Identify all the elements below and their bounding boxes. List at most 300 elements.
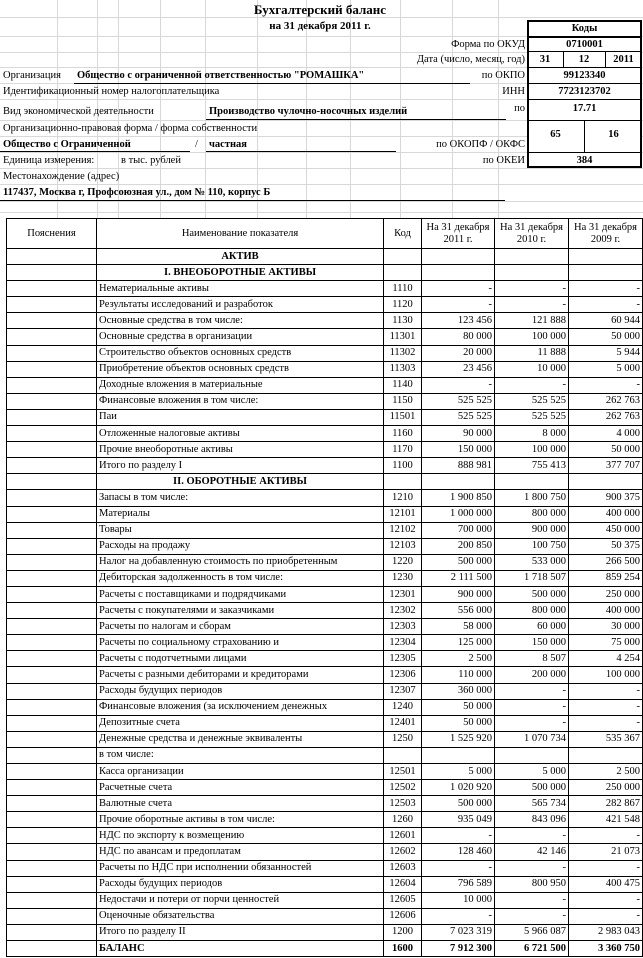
value-2010: - bbox=[495, 860, 569, 876]
value-2010: 200 000 bbox=[495, 667, 569, 683]
indicator-name: Расчеты с покупателями и заказчиками bbox=[97, 603, 384, 619]
value-2010: 800 000 bbox=[495, 506, 569, 522]
value-2009: 2 500 bbox=[569, 764, 643, 780]
value-2009: 400 000 bbox=[569, 506, 643, 522]
value-2010: 500 000 bbox=[495, 586, 569, 602]
code-cell: 12103 bbox=[384, 538, 422, 554]
table-row bbox=[7, 329, 643, 345]
value-2011: 360 000 bbox=[422, 683, 495, 699]
value-2009: 266 500 bbox=[569, 554, 643, 570]
value-2009 bbox=[569, 265, 643, 281]
notes-cell bbox=[7, 731, 97, 747]
value-2011: 796 589 bbox=[422, 876, 495, 892]
table-row bbox=[7, 538, 643, 554]
value-2010: - bbox=[495, 715, 569, 731]
legal-form-label: Организационно-правовая форма / форма собственности bbox=[3, 123, 258, 134]
notes-cell bbox=[7, 683, 97, 699]
indicator-name: Прочие оборотные активы в том числе: bbox=[97, 812, 384, 828]
notes-cell bbox=[7, 892, 97, 908]
code-cell: 1240 bbox=[384, 699, 422, 715]
code-cell: 12304 bbox=[384, 635, 422, 651]
notes-cell bbox=[7, 554, 97, 570]
okei-label: по ОКЕИ bbox=[482, 155, 525, 166]
notes-cell bbox=[7, 844, 97, 860]
value-2009: 400 475 bbox=[569, 876, 643, 892]
indicator-name: Расходы будущих периодов bbox=[97, 876, 384, 892]
indicator-name: НДС по экспорту к возмещению bbox=[97, 828, 384, 844]
inn-label: ИНН bbox=[502, 86, 525, 97]
notes-cell bbox=[7, 860, 97, 876]
value-2010 bbox=[495, 474, 569, 490]
inn-value: 7723123702 bbox=[558, 86, 611, 97]
table-row bbox=[7, 796, 643, 812]
unit-label: Единица измерения: bbox=[3, 155, 95, 166]
code-cell: 1150 bbox=[384, 393, 422, 409]
ownership-value: частная bbox=[209, 139, 247, 150]
value-2011 bbox=[422, 474, 495, 490]
value-2010: 8 507 bbox=[495, 651, 569, 667]
value-2009: - bbox=[569, 715, 643, 731]
notes-cell bbox=[7, 474, 97, 490]
value-2011: 128 460 bbox=[422, 844, 495, 860]
table-row bbox=[7, 409, 643, 425]
code-cell: 1600 bbox=[384, 941, 422, 957]
value-2011: 7 023 319 bbox=[422, 924, 495, 940]
value-2010: 8 000 bbox=[495, 426, 569, 442]
value-2009: 262 763 bbox=[569, 393, 643, 409]
value-2010 bbox=[495, 747, 569, 763]
notes-cell bbox=[7, 747, 97, 763]
okopf-label: по ОКОПФ / ОКФС bbox=[436, 139, 525, 150]
indicator-name: Расчеты по налогам и сборам bbox=[97, 619, 384, 635]
code-cell: 1220 bbox=[384, 554, 422, 570]
table-row bbox=[7, 506, 643, 522]
notes-cell bbox=[7, 265, 97, 281]
indicator-name: Дебиторская задолженность в том числе: bbox=[97, 570, 384, 586]
code-cell: 11302 bbox=[384, 345, 422, 361]
code-cell: 12503 bbox=[384, 796, 422, 812]
indicator-name: Валютные счета bbox=[97, 796, 384, 812]
value-2009: - bbox=[569, 699, 643, 715]
value-2011: 1 020 920 bbox=[422, 780, 495, 796]
value-2009: - bbox=[569, 683, 643, 699]
value-2011: 700 000 bbox=[422, 522, 495, 538]
value-2009: 250 000 bbox=[569, 780, 643, 796]
indicator-name: Итого по разделу I bbox=[97, 458, 384, 474]
indicator-name: Депозитные счета bbox=[97, 715, 384, 731]
indicator-name: Расчетные счета bbox=[97, 780, 384, 796]
value-2011: 5 000 bbox=[422, 764, 495, 780]
value-2011: 1 525 920 bbox=[422, 731, 495, 747]
okved-value: 17.71 bbox=[572, 103, 597, 114]
code-cell: 1250 bbox=[384, 731, 422, 747]
table-row bbox=[7, 442, 643, 458]
table-row bbox=[7, 876, 643, 892]
indicator-name: Расчеты с подотчетными лицами bbox=[97, 651, 384, 667]
address-value: 117437, Москва г, Профсоюзная ул., дом № 110, корпус Б bbox=[3, 187, 271, 198]
value-2010: - bbox=[495, 828, 569, 844]
date-label: Дата (число, месяц, год) bbox=[416, 54, 525, 65]
okei-value: 384 bbox=[576, 155, 593, 166]
table-row bbox=[7, 844, 643, 860]
indicator-name: Расчеты по социальному страхованию и bbox=[97, 635, 384, 651]
code-cell: 12301 bbox=[384, 586, 422, 602]
org-value: Общество с ограниченной ответственностью "РОМАШКА" bbox=[77, 70, 365, 81]
slash-separator: / bbox=[195, 139, 198, 150]
value-2009: 859 254 bbox=[569, 570, 643, 586]
value-2009: 5 000 bbox=[569, 361, 643, 377]
value-2009 bbox=[569, 474, 643, 490]
okud-value: 0710001 bbox=[566, 39, 603, 50]
indicator-name: Расчеты по НДС при исполнении обязанностей bbox=[97, 860, 384, 876]
code-cell: 12101 bbox=[384, 506, 422, 522]
indicator-name: Налог на добавленную стоимость по приобретенным bbox=[97, 554, 384, 570]
section-header-row bbox=[7, 474, 643, 490]
table-row bbox=[7, 941, 643, 957]
value-2011: 50 000 bbox=[422, 699, 495, 715]
code-cell: 12306 bbox=[384, 667, 422, 683]
table-row bbox=[7, 393, 643, 409]
code-cell: 12604 bbox=[384, 876, 422, 892]
value-2011 bbox=[422, 265, 495, 281]
notes-cell bbox=[7, 249, 97, 265]
indicator-name: Доходные вложения в материальные bbox=[97, 377, 384, 393]
notes-cell bbox=[7, 780, 97, 796]
table-row bbox=[7, 313, 643, 329]
col-header-2010: На 31 декабря 2010 г. bbox=[495, 219, 569, 249]
indicator-name: Финансовые вложения в том числе: bbox=[97, 393, 384, 409]
value-2010: 121 888 bbox=[495, 313, 569, 329]
activity-label: Вид экономической деятельности bbox=[3, 106, 154, 117]
indicator-name: НДС по авансам и предоплатам bbox=[97, 844, 384, 860]
value-2009: - bbox=[569, 281, 643, 297]
indicator-name: Прочие внеоборотные активы bbox=[97, 442, 384, 458]
indicator-name: Товары bbox=[97, 522, 384, 538]
value-2010 bbox=[495, 265, 569, 281]
okopf-value: 65 bbox=[550, 129, 561, 140]
value-2011: - bbox=[422, 377, 495, 393]
notes-cell bbox=[7, 393, 97, 409]
report-date: на 31 декабря 2011 г. bbox=[269, 20, 371, 32]
notes-cell bbox=[7, 635, 97, 651]
notes-cell bbox=[7, 941, 97, 957]
notes-cell bbox=[7, 490, 97, 506]
table-row bbox=[7, 924, 643, 940]
table-row bbox=[7, 908, 643, 924]
value-2009: 100 000 bbox=[569, 667, 643, 683]
value-2011: 90 000 bbox=[422, 426, 495, 442]
value-2010: - bbox=[495, 377, 569, 393]
notes-cell bbox=[7, 297, 97, 313]
indicator-name: Отложенные налоговые активы bbox=[97, 426, 384, 442]
value-2011: 2 500 bbox=[422, 651, 495, 667]
table-row bbox=[7, 812, 643, 828]
value-2010: 1 800 750 bbox=[495, 490, 569, 506]
value-2009: - bbox=[569, 828, 643, 844]
table-row bbox=[7, 667, 643, 683]
code-cell: 1210 bbox=[384, 490, 422, 506]
code-cell: 1130 bbox=[384, 313, 422, 329]
section-header-row bbox=[7, 249, 643, 265]
indicator-name: Запасы в том числе: bbox=[97, 490, 384, 506]
notes-cell bbox=[7, 570, 97, 586]
value-2009: 50 000 bbox=[569, 442, 643, 458]
value-2011: 500 000 bbox=[422, 554, 495, 570]
code-cell: 1260 bbox=[384, 812, 422, 828]
code-cell: 11501 bbox=[384, 409, 422, 425]
notes-cell bbox=[7, 586, 97, 602]
value-2011: 1 900 850 bbox=[422, 490, 495, 506]
code-cell: 12606 bbox=[384, 908, 422, 924]
table-row bbox=[7, 458, 643, 474]
code-cell: 1100 bbox=[384, 458, 422, 474]
value-2010: - bbox=[495, 699, 569, 715]
value-2011: 900 000 bbox=[422, 586, 495, 602]
notes-cell bbox=[7, 345, 97, 361]
code-cell: 1110 bbox=[384, 281, 422, 297]
notes-cell bbox=[7, 603, 97, 619]
value-2009: 5 944 bbox=[569, 345, 643, 361]
value-2010: 42 146 bbox=[495, 844, 569, 860]
value-2010: 843 096 bbox=[495, 812, 569, 828]
indicator-name: Основные средства в том числе: bbox=[97, 313, 384, 329]
value-2010: 755 413 bbox=[495, 458, 569, 474]
value-2010: 150 000 bbox=[495, 635, 569, 651]
value-2011: 10 000 bbox=[422, 892, 495, 908]
code-cell: 12601 bbox=[384, 828, 422, 844]
table-row bbox=[7, 764, 643, 780]
table-row bbox=[7, 715, 643, 731]
value-2010: 800 000 bbox=[495, 603, 569, 619]
value-2010: 565 734 bbox=[495, 796, 569, 812]
value-2009: 4 254 bbox=[569, 651, 643, 667]
org-label: Организация bbox=[3, 70, 61, 81]
indicator-name: Финансовые вложения (за исключением денежных bbox=[97, 699, 384, 715]
table-row bbox=[7, 345, 643, 361]
code-cell bbox=[384, 249, 422, 265]
value-2010: - bbox=[495, 892, 569, 908]
value-2011: - bbox=[422, 828, 495, 844]
table-row bbox=[7, 361, 643, 377]
value-2009: - bbox=[569, 892, 643, 908]
table-row bbox=[7, 683, 643, 699]
code-cell: 1170 bbox=[384, 442, 422, 458]
value-2010: 500 000 bbox=[495, 780, 569, 796]
value-2009: 75 000 bbox=[569, 635, 643, 651]
value-2010: 100 000 bbox=[495, 442, 569, 458]
value-2011: 556 000 bbox=[422, 603, 495, 619]
indicator-name: Приобретение объектов основных средств bbox=[97, 361, 384, 377]
value-2010: 5 000 bbox=[495, 764, 569, 780]
value-2010: 1 718 507 bbox=[495, 570, 569, 586]
code-cell: 12602 bbox=[384, 844, 422, 860]
value-2011: - bbox=[422, 297, 495, 313]
value-2011: 935 049 bbox=[422, 812, 495, 828]
value-2011: 500 000 bbox=[422, 796, 495, 812]
notes-cell bbox=[7, 924, 97, 940]
code-cell bbox=[384, 747, 422, 763]
value-2011: 888 981 bbox=[422, 458, 495, 474]
code-cell: 12302 bbox=[384, 603, 422, 619]
notes-cell bbox=[7, 667, 97, 683]
notes-cell bbox=[7, 522, 97, 538]
notes-cell bbox=[7, 699, 97, 715]
value-2009: 377 707 bbox=[569, 458, 643, 474]
value-2011: - bbox=[422, 908, 495, 924]
table-row bbox=[7, 860, 643, 876]
date-year: 2011 bbox=[613, 54, 634, 65]
value-2009: 2 983 043 bbox=[569, 924, 643, 940]
table-row bbox=[7, 570, 643, 586]
value-2010 bbox=[495, 249, 569, 265]
value-2009: - bbox=[569, 377, 643, 393]
okpo-value: 99123340 bbox=[563, 70, 606, 81]
value-2009: 262 763 bbox=[569, 409, 643, 425]
value-2009: 400 000 bbox=[569, 603, 643, 619]
code-cell: 12501 bbox=[384, 764, 422, 780]
okpo-label: по ОКПО bbox=[481, 70, 525, 81]
table-row bbox=[7, 699, 643, 715]
value-2010: 1 070 734 bbox=[495, 731, 569, 747]
okfs-value: 16 bbox=[608, 129, 619, 140]
value-2009: 535 367 bbox=[569, 731, 643, 747]
table-row bbox=[7, 554, 643, 570]
balance-table bbox=[6, 218, 643, 957]
value-2010: 5 966 087 bbox=[495, 924, 569, 940]
value-2011: - bbox=[422, 860, 495, 876]
notes-cell bbox=[7, 764, 97, 780]
notes-cell bbox=[7, 715, 97, 731]
value-2009: 21 073 bbox=[569, 844, 643, 860]
value-2011: 525 525 bbox=[422, 409, 495, 425]
value-2010: - bbox=[495, 281, 569, 297]
value-2009: 250 000 bbox=[569, 586, 643, 602]
notes-cell bbox=[7, 796, 97, 812]
table-row bbox=[7, 426, 643, 442]
value-2009: 50 000 bbox=[569, 329, 643, 345]
notes-cell bbox=[7, 619, 97, 635]
okud-label: Форма по ОКУД bbox=[451, 39, 525, 50]
indicator-name: Расчеты с поставщиками и подрядчиками bbox=[97, 586, 384, 602]
table-row bbox=[7, 651, 643, 667]
value-2009: 900 375 bbox=[569, 490, 643, 506]
notes-cell bbox=[7, 876, 97, 892]
notes-cell bbox=[7, 361, 97, 377]
notes-cell bbox=[7, 828, 97, 844]
notes-cell bbox=[7, 538, 97, 554]
indicator-name: Основные средства в организации bbox=[97, 329, 384, 345]
indicator-name: Результаты исследований и разработок bbox=[97, 297, 384, 313]
notes-cell bbox=[7, 651, 97, 667]
code-cell: 1200 bbox=[384, 924, 422, 940]
section-title: АКТИВ bbox=[97, 249, 384, 265]
form-title: Бухгалтерский баланс bbox=[253, 2, 387, 17]
table-row bbox=[7, 586, 643, 602]
indicator-name: в том числе: bbox=[97, 747, 384, 763]
value-2010: 11 888 bbox=[495, 345, 569, 361]
value-2009: - bbox=[569, 860, 643, 876]
value-2010: 533 000 bbox=[495, 554, 569, 570]
code-cell: 12502 bbox=[384, 780, 422, 796]
date-day: 31 bbox=[539, 54, 551, 65]
code-cell: 12603 bbox=[384, 860, 422, 876]
code-cell: 11303 bbox=[384, 361, 422, 377]
table-row bbox=[7, 828, 643, 844]
notes-cell bbox=[7, 377, 97, 393]
okved-label: по bbox=[514, 103, 525, 114]
col-header-2011: На 31 декабря 2011 г. bbox=[422, 219, 495, 249]
value-2010: 6 721 500 bbox=[495, 941, 569, 957]
indicator-name: Расходы будущих периодов bbox=[97, 683, 384, 699]
value-2009: 30 000 bbox=[569, 619, 643, 635]
notes-cell bbox=[7, 506, 97, 522]
value-2011: 150 000 bbox=[422, 442, 495, 458]
value-2010: - bbox=[495, 683, 569, 699]
table-row bbox=[7, 281, 643, 297]
col-header-notes: Пояснения bbox=[7, 219, 97, 249]
date-month: 12 bbox=[578, 54, 590, 65]
table-row bbox=[7, 747, 643, 763]
code-cell: 1120 bbox=[384, 297, 422, 313]
table-row bbox=[7, 603, 643, 619]
value-2009 bbox=[569, 747, 643, 763]
indicator-name: Касса организации bbox=[97, 764, 384, 780]
value-2011: 125 000 bbox=[422, 635, 495, 651]
value-2009: 60 944 bbox=[569, 313, 643, 329]
indicator-name: Денежные средства и денежные эквиваленты bbox=[97, 731, 384, 747]
value-2010: 525 525 bbox=[495, 409, 569, 425]
notes-cell bbox=[7, 442, 97, 458]
indicator-name: Нематериальные активы bbox=[97, 281, 384, 297]
value-2010: - bbox=[495, 297, 569, 313]
code-cell bbox=[384, 265, 422, 281]
section-title: II. ОБОРОТНЫЕ АКТИВЫ bbox=[97, 474, 384, 490]
col-header-code: Код bbox=[384, 219, 422, 249]
activity-value: Производство чулочно-носочных изделий bbox=[209, 106, 408, 117]
section-title: I. ВНЕОБОРОТНЫЕ АКТИВЫ bbox=[97, 265, 384, 281]
indicator-name: Итого по разделу II bbox=[97, 924, 384, 940]
value-2011: 2 111 500 bbox=[422, 570, 495, 586]
code-cell: 11301 bbox=[384, 329, 422, 345]
table-row bbox=[7, 377, 643, 393]
col-header-2009: На 31 декабря 2009 г. bbox=[569, 219, 643, 249]
table-row bbox=[7, 490, 643, 506]
value-2011: 80 000 bbox=[422, 329, 495, 345]
code-cell: 12303 bbox=[384, 619, 422, 635]
notes-cell bbox=[7, 908, 97, 924]
value-2011: 200 850 bbox=[422, 538, 495, 554]
table-header-row bbox=[7, 219, 643, 249]
code-cell: 1160 bbox=[384, 426, 422, 442]
code-cell: 1230 bbox=[384, 570, 422, 586]
table-row bbox=[7, 522, 643, 538]
legal-form-value: Общество с Ограниченной bbox=[3, 139, 131, 150]
table-row bbox=[7, 731, 643, 747]
value-2010: 525 525 bbox=[495, 393, 569, 409]
value-2010: 800 950 bbox=[495, 876, 569, 892]
code-cell bbox=[384, 474, 422, 490]
table-row bbox=[7, 780, 643, 796]
section-header-row bbox=[7, 265, 643, 281]
value-2011: 7 912 300 bbox=[422, 941, 495, 957]
value-2010: - bbox=[495, 908, 569, 924]
value-2009 bbox=[569, 249, 643, 265]
notes-cell bbox=[7, 409, 97, 425]
notes-cell bbox=[7, 281, 97, 297]
notes-cell bbox=[7, 812, 97, 828]
notes-cell bbox=[7, 458, 97, 474]
unit-value: в тыс. рублей bbox=[121, 155, 181, 166]
